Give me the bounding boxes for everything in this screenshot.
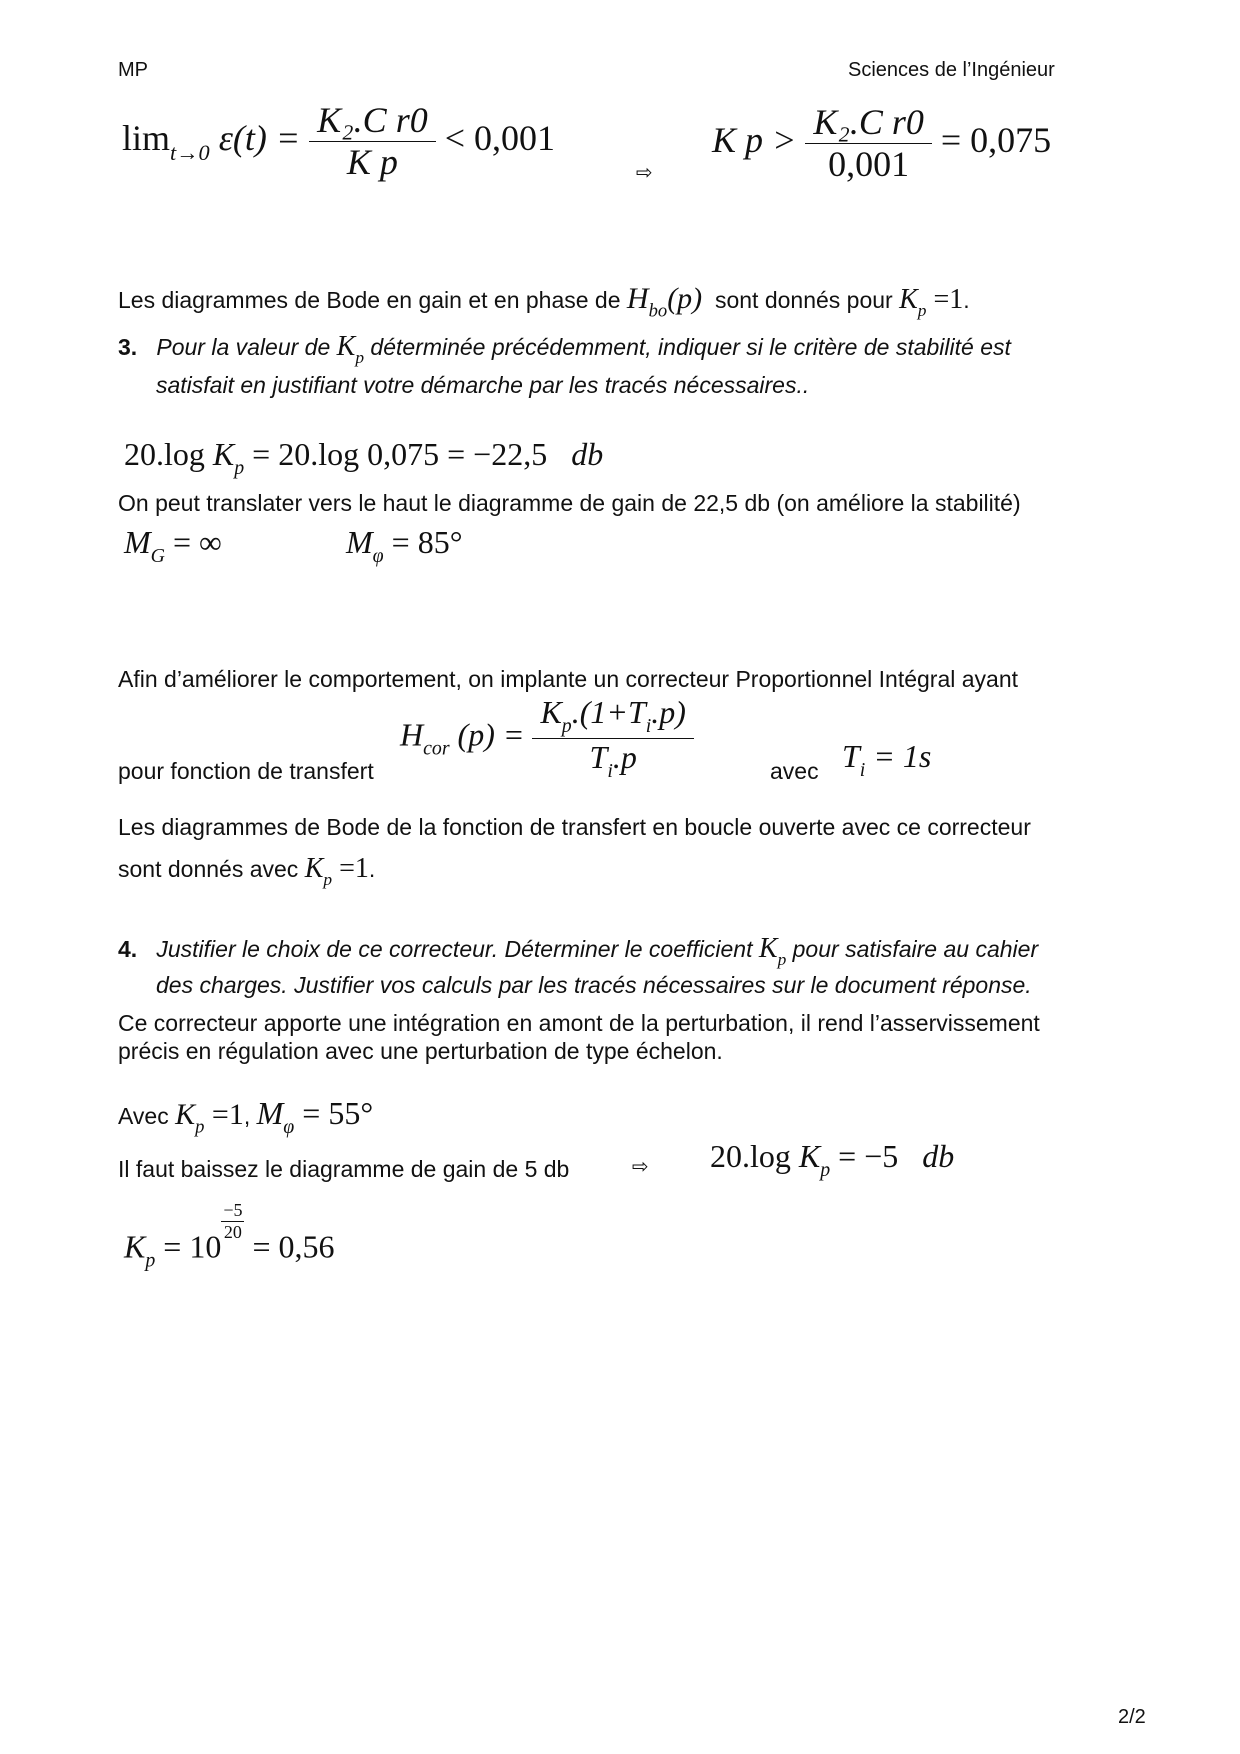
header-left: MP — [118, 59, 148, 81]
paragraph-pi-corrector: Afin d’améliorer le comportement, on implante un correcteur Proportionnel Intégral ayant — [118, 666, 1019, 692]
equation-gain-db: 20.log $K_p = 20.\log$ 0,075 = −22,5 db — [124, 436, 604, 479]
tf-avec: avec — [770, 758, 819, 784]
eq1-numerator: K₂.C r0 — [309, 100, 436, 142]
question-3: 3. Pour la valeur de $K_p$ déterminée précédemment, indiquer si le critère de stabilité est — [118, 331, 1011, 367]
phase-margin: $M_\varphi = 85^\circ$ — [346, 524, 463, 567]
equation-kp-min: K p > $\frac{\text{K₂.C r0}}{0,001}$ = 0,075 — [712, 102, 1052, 185]
paragraph-bode-corrected: Les diagrammes de Bode de la fonction de transfert en boucle ouverte avec ce correcteur — [118, 814, 1031, 840]
paragraph-bode-given: Les diagrammes de Bode en gain et en phase de $H_{bo}(p)$ sont donnés pour $K_p =1$. — [118, 282, 970, 322]
exponent-numerator: −5 — [223, 1200, 243, 1220]
eq1-denominator: K p — [346, 142, 398, 183]
question-4: 4. Justifier le choix de ce correcteur. Déterminer le coefficient $K_p$ pour satisfaire au cahier — [118, 933, 1039, 969]
paragraph-translate: On peut translater vers le haut le diagramme de gain de 22,5 db (on améliore la stabilité) — [118, 490, 1021, 516]
lower-gain-text: Il faut baissez le diagramme de gain de 5 db — [118, 1156, 570, 1182]
ti-value: $T_i = 1s$ — [842, 738, 932, 781]
equation-limit: $\lim_{t\to 0} \varepsilon(t)$ = $\frac{\text{K₂.C r0}}{\text{K p}}$ < 0,001 — [122, 100, 556, 183]
question-3-line2: satisfait en justifiant votre démarche par les tracés nécessaires.. — [156, 372, 810, 398]
tf-label: pour fonction de transfert — [118, 758, 374, 784]
equation-minus5db: 20.log $K_p = -5$ db — [710, 1138, 955, 1181]
implies-arrow-icon-2: ⇨ — [632, 1154, 649, 1178]
eq2-denominator: 0,001 — [828, 144, 910, 185]
paragraph-corrector-effect-line2: précis en régulation avec une perturbation de type échelon. — [118, 1038, 723, 1064]
question-4-line2: des charges. Justifier vos calculs par les tracés nécessaires sur le document réponse. — [156, 972, 1032, 998]
implies-arrow-icon: ⇨ — [636, 160, 653, 184]
exponent-denominator: 20 — [223, 1221, 242, 1242]
header-right: Sciences de l’Ingénieur — [848, 59, 1055, 81]
avec-line: Avec $K_p =1$, $M_\varphi = 55^\circ$ — [118, 1095, 374, 1138]
tf-denominator: $T_i.p$ — [589, 738, 637, 782]
page-number: 2/2 — [1118, 1706, 1146, 1728]
equation-kp-final: $K_p = 10$ $\frac{-5}{20}$ = 0,56 — [124, 1200, 335, 1272]
transfer-function: $H_{cor}$ (p) = $\frac{K_p.(1+T_i.p)}{T_i.p}$ — [400, 694, 694, 782]
paragraph-corrector-effect: Ce correcteur apporte une intégration en amont de la perturbation, il rend l’asservissement — [118, 1010, 1040, 1036]
eq2-numerator: K₂.C r0 — [805, 102, 932, 144]
tf-numerator: $K_p.(1+T_i.p)$ — [532, 694, 693, 739]
gain-margin: $M_G$ = ∞ — [124, 524, 222, 567]
paragraph-bode-corrected-line2: sont donnés avec $K_p =1$. — [118, 853, 376, 889]
